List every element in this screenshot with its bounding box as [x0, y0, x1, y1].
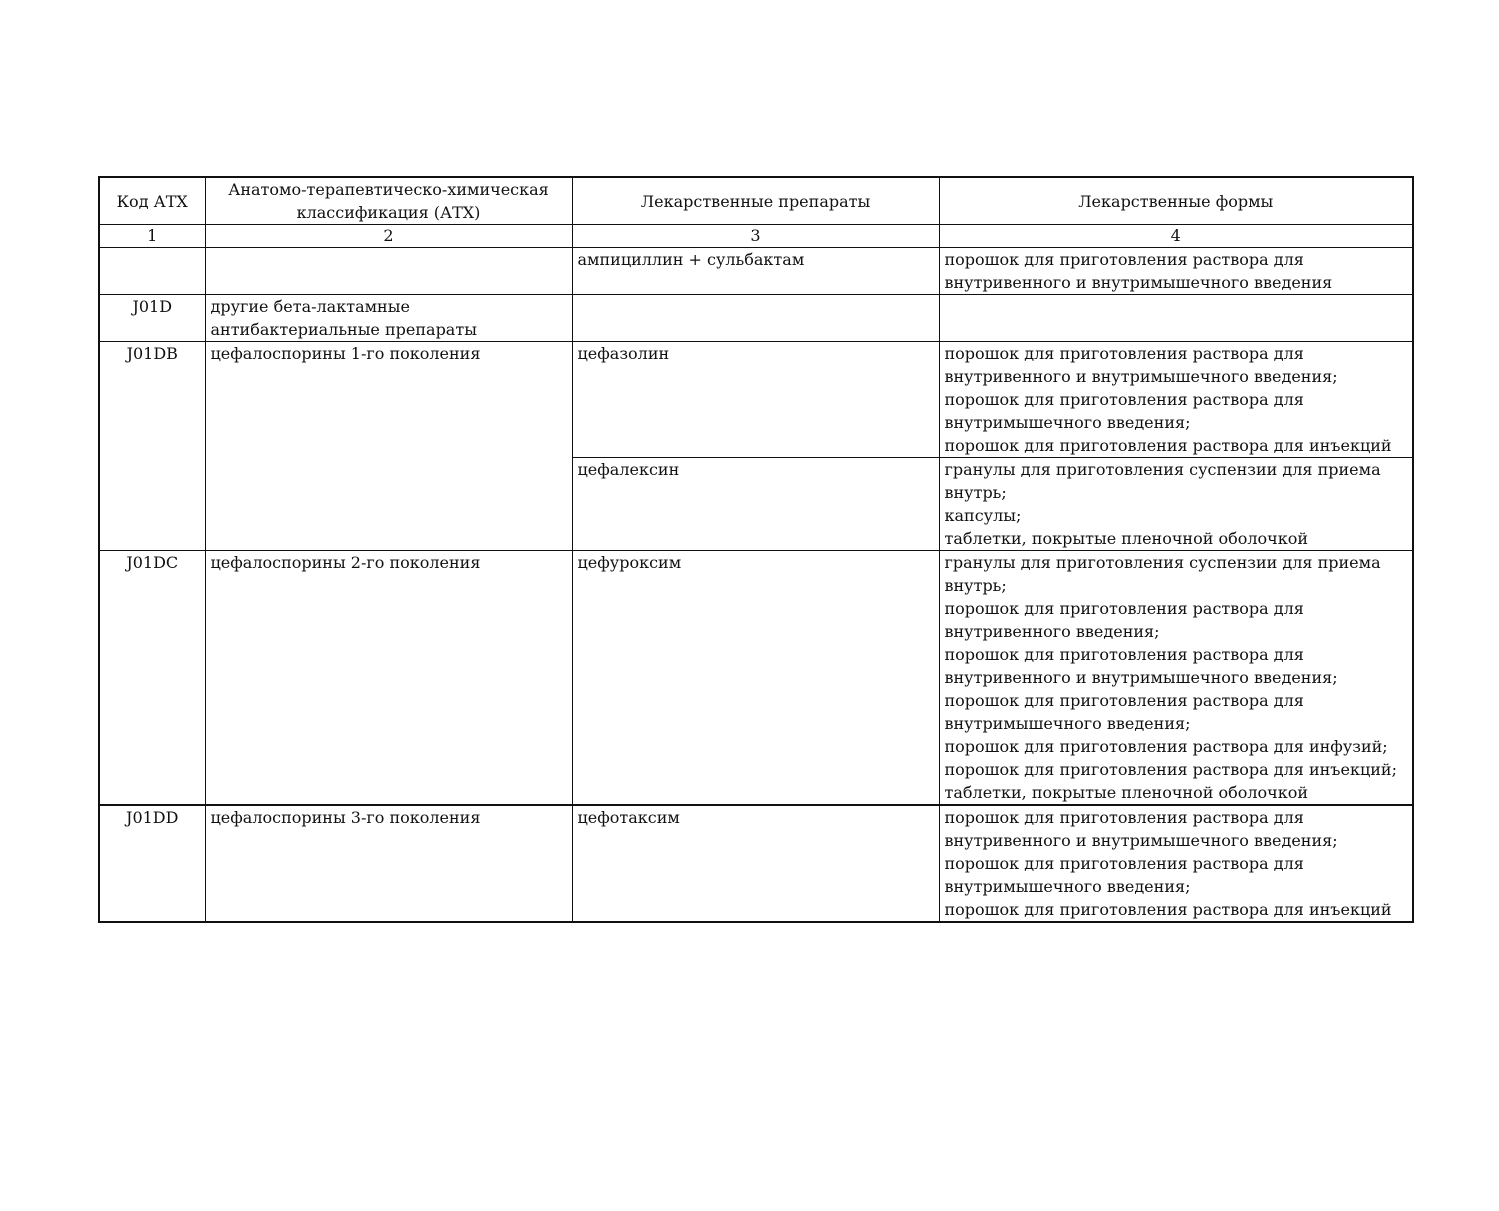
column-number: 4 — [939, 225, 1413, 248]
form-line: гранулы для приготовления суспензии для приема — [944, 553, 1381, 572]
form-line: внутримышечного введения; — [944, 877, 1191, 896]
drug-cell: цефалексин — [572, 458, 939, 551]
form-line: порошок для приготовления раствора для инъекций — [944, 900, 1392, 919]
form-line: порошок для приготовления раствора для — [944, 691, 1304, 710]
form-line: внутрь; — [944, 576, 1007, 595]
drug-cell — [572, 295, 939, 342]
form-line: порошок для приготовления раствора для — [944, 599, 1304, 618]
drug-cell: ампициллин + сульбактам — [572, 248, 939, 295]
forms-cell — [939, 551, 1413, 806]
forms-cell — [939, 342, 1413, 458]
atx-code-cell: J01DD — [99, 805, 205, 922]
form-line: порошок для приготовления раствора для инъекций; — [944, 760, 1397, 779]
form-line: внутримышечного введения; — [944, 413, 1191, 432]
drug-cell: цефуроксим — [572, 551, 939, 806]
header-forms: Лекарственные формы — [939, 177, 1413, 225]
table-header-row — [99, 177, 1413, 225]
table-row — [99, 551, 1413, 806]
form-line: внутривенного введения; — [944, 622, 1160, 641]
form-line: порошок для приготовления раствора для — [944, 808, 1304, 827]
form-line: порошок для приготовления раствора для — [944, 645, 1304, 664]
table-row — [99, 342, 1413, 458]
form-line: капсулы; — [944, 506, 1022, 525]
form-line: порошок для приготовления раствора для инъекций — [944, 436, 1392, 455]
classification-line: другие бета-лактамные — [210, 297, 410, 316]
header-classification: Анатомо-терапевтическо-химическая классификация (АТХ) — [205, 177, 572, 225]
form-line: таблетки, покрытые пленочной оболочкой — [944, 529, 1309, 548]
form-line: порошок для приготовления раствора для — [944, 854, 1304, 873]
column-number: 3 — [572, 225, 939, 248]
classification-cell: цефалоспорины 3-го поколения — [205, 805, 572, 922]
form-line: внутримышечного введения; — [944, 714, 1191, 733]
classification-cell — [205, 248, 572, 295]
form-line: внутривенного и внутримышечного введения; — [944, 367, 1338, 386]
table-row — [99, 248, 1413, 295]
classification-cell: цефалоспорины 1-го поколения — [205, 342, 572, 551]
form-line: порошок для приготовления раствора для — [944, 250, 1304, 269]
column-number-row — [99, 225, 1413, 248]
form-line: порошок для приготовления раствора для — [944, 344, 1304, 363]
column-number: 1 — [99, 225, 205, 248]
table-row — [99, 295, 1413, 342]
header-drugs: Лекарственные препараты — [572, 177, 939, 225]
form-line: порошок для приготовления раствора для инфузий; — [944, 737, 1388, 756]
forms-cell — [939, 295, 1413, 342]
drug-cell: цефазолин — [572, 342, 939, 458]
form-line: таблетки, покрытые пленочной оболочкой — [944, 783, 1309, 802]
classification-line: антибактериальные препараты — [210, 320, 477, 339]
form-line: внутривенного и внутримышечного введения — [944, 273, 1333, 292]
atx-code-cell: J01DC — [99, 551, 205, 806]
atx-drug-table — [98, 176, 1414, 923]
atx-code-cell: J01D — [99, 295, 205, 342]
form-line: внутривенного и внутримышечного введения; — [944, 831, 1338, 850]
forms-cell — [939, 458, 1413, 551]
drug-cell: цефотаксим — [572, 805, 939, 922]
column-number: 2 — [205, 225, 572, 248]
atx-code-cell: J01DB — [99, 342, 205, 551]
classification-cell — [205, 295, 572, 342]
form-line: внутривенного и внутримышечного введения; — [944, 668, 1338, 687]
header-code: Код АТХ — [99, 177, 205, 225]
forms-cell — [939, 805, 1413, 922]
classification-cell: цефалоспорины 2-го поколения — [205, 551, 572, 806]
table-row — [99, 805, 1413, 922]
forms-cell — [939, 248, 1413, 295]
form-line: внутрь; — [944, 483, 1007, 502]
form-line: гранулы для приготовления суспензии для приема — [944, 460, 1381, 479]
form-line: порошок для приготовления раствора для — [944, 390, 1304, 409]
atx-code-cell — [99, 248, 205, 295]
